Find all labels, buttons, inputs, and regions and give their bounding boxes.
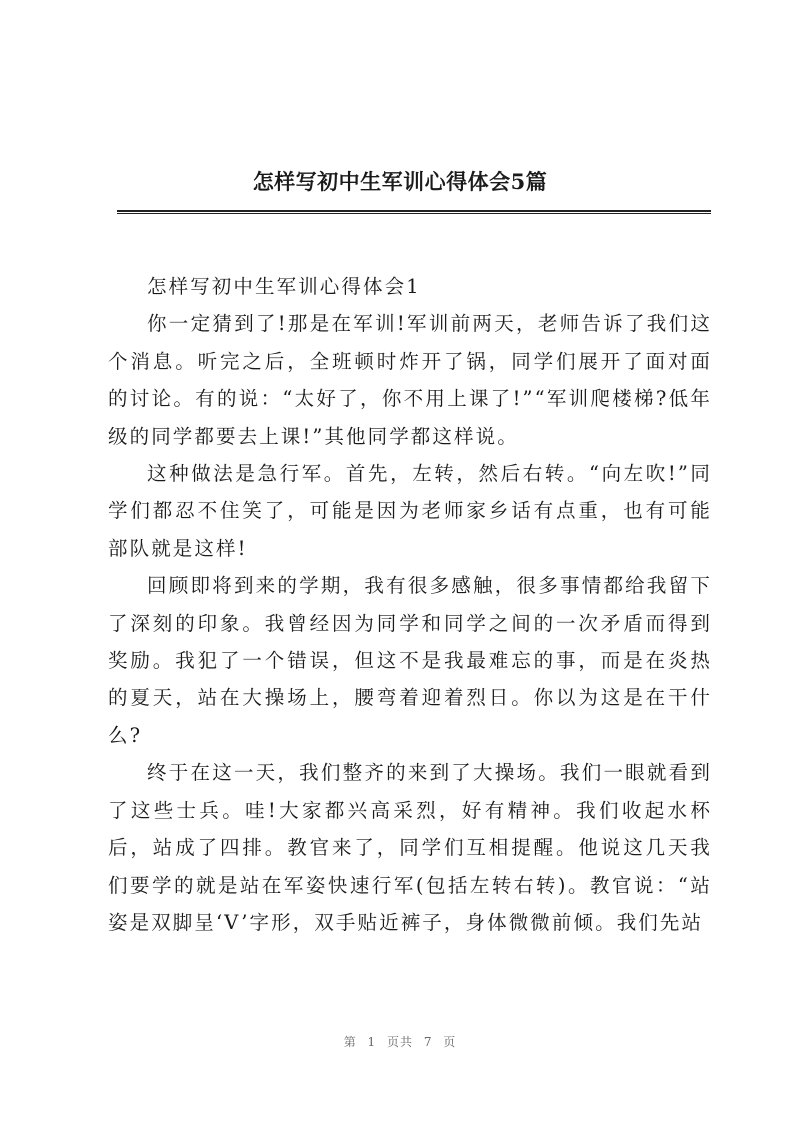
paragraph: 终于在这一天，我们整齐的来到了大操场。我们一眼就看到了这些士兵。哇!大家都兴高采烈，好有精神。我们收起水杯后，站成了四排。教官来了，同学们互相提醒。他说这几天我们要学的就是站在军姿快速行军(包括左转右转)。教官说：“站姿是双脚呈‘V’字形，双手贴近裤子，身体微微前倾。我们先站 [108,761,712,934]
page-number: 第 1 页共 7 页 [343,1035,457,1049]
paragraph: 你一定猜到了!那是在军训!军训前两天，老师告诉了我们这个消息。听完之后，全班顿时炸开了锅，同学们展开了面对面的讨论。有的说：“太好了，你不用上课了!”“军训爬楼梯?低年级的同学都要去上课!”其他同学都这样说。 [108,312,712,448]
paragraph: 回顾即将到来的学期，我有很多感触，很多事情都给我留下了深刻的印象。我曾经因为同学和同学之间的一次矛盾而得到奖励。我犯了一个错误，但这不是我最难忘的事，而是在炎热的夏天，站在大操场上，腰弯着迎着烈日。你以为这是在干什么? [108,574,712,747]
section-heading: 怎样写初中生军训心得体会1 [147,275,421,298]
title-divider [117,210,711,214]
document-title: 怎样写初中生军训心得体会5篇 [252,169,548,194]
paragraph: 这种做法是急行军。首先，左转，然后右转。“向左吹!”同学们都忍不住笑了，可能是因为老师家乡话有点重，也有可能部队就是这样! [108,462,712,560]
document-body [108,268,712,941]
